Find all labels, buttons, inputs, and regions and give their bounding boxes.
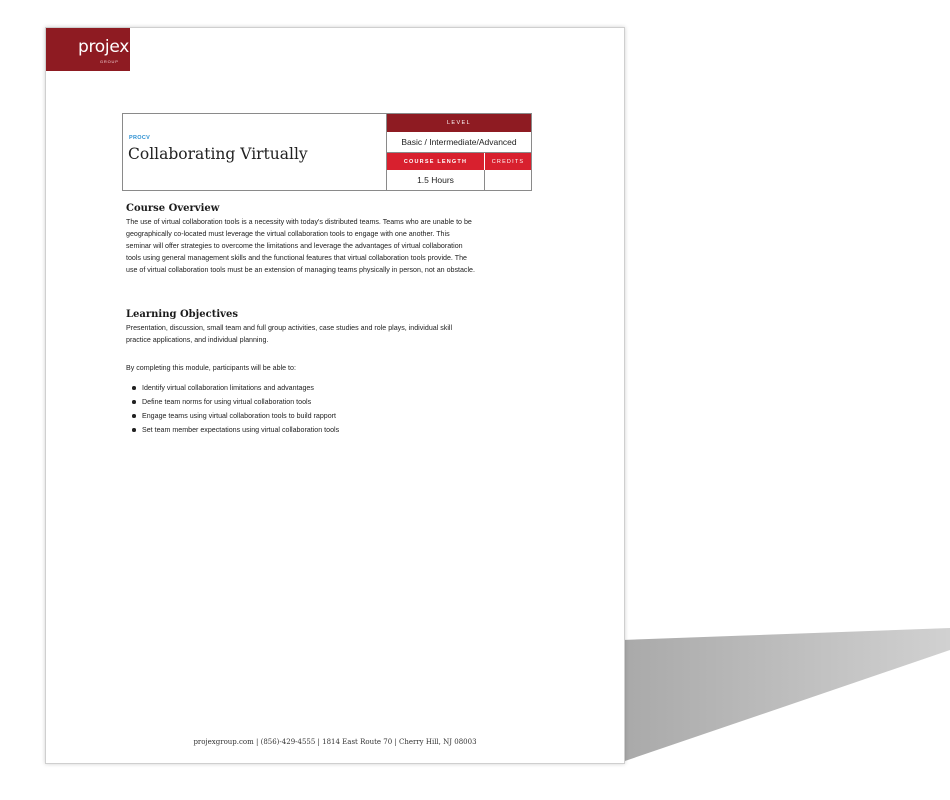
page-footer: projexgroup.com | (856)-429-4555 | 1814 East Route 70 | Cherry Hill, NJ 08003 xyxy=(193,738,477,746)
course-info-table xyxy=(122,113,532,191)
course-details-grid xyxy=(387,114,531,190)
course-title: Collaborating Virtually xyxy=(128,145,308,163)
course-overview-text xyxy=(126,216,546,276)
course-overview-heading: Course Overview xyxy=(126,203,220,214)
document-page xyxy=(45,27,625,764)
logo-subtext: GROUP xyxy=(100,59,119,64)
intro-line: practice applications, and individual planning. xyxy=(126,336,269,344)
course-length-value: 1.5 Hours xyxy=(387,170,484,190)
list-item: Set team member expectations using virtual collaboration tools xyxy=(130,423,339,437)
course-title-cell xyxy=(123,114,387,190)
projex-logo xyxy=(46,28,130,71)
level-value: Basic / Intermediate/Advanced xyxy=(387,132,531,153)
objectives-lead: By completing this module, participants will be able to: xyxy=(126,364,296,372)
objectives-list xyxy=(130,381,339,437)
level-header: LEVEL xyxy=(387,114,531,132)
list-item: Identify virtual collaboration limitations and advantages xyxy=(130,381,339,395)
course-length-header: COURSE LENGTH xyxy=(387,153,484,170)
overview-line: The use of virtual collaboration tools is a necessity with today's distributed teams. Teams who are unable to be xyxy=(126,218,472,226)
learning-objectives-intro xyxy=(126,322,546,346)
logo-wordmark: projex xyxy=(78,37,129,57)
overview-line: use of virtual collaboration tools must be an extension of managing teams physically in person, not an obstacle. xyxy=(126,266,475,274)
list-item: Define team norms for using virtual collaboration tools xyxy=(130,395,339,409)
credits-header: CREDITS xyxy=(484,153,531,170)
course-code: PROCV xyxy=(129,135,151,141)
overview-line: tools using general management skills and the functional features that virtual collaboration tools provide. The xyxy=(126,254,467,262)
overview-line: seminar will offer strategies to overcome the limitations and leverage the advantages of virtual collaboration xyxy=(126,242,463,250)
overview-line: geographically co-located must leverage the virtual collaboration tools to engage with one another. This xyxy=(126,230,450,238)
intro-line: Presentation, discussion, small team and full group activities, case studies and role plays, individual skill xyxy=(126,324,453,332)
learning-objectives-heading: Learning Objectives xyxy=(126,309,238,320)
list-item: Engage teams using virtual collaboration tools to build rapport xyxy=(130,409,339,423)
credits-value xyxy=(484,170,531,190)
